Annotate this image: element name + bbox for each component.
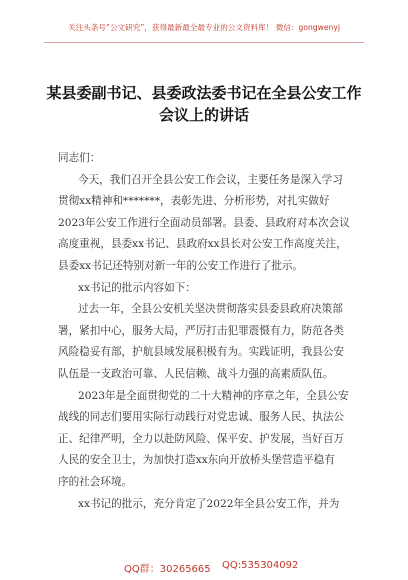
body-line: 高度重视，县委xx书记、县政府xx县长对公安工作高度关注，	[58, 238, 347, 251]
body-line: 过去一年，全县公安机关坚决贯彻落实县委县政府决策部	[78, 303, 343, 316]
body-line: 贯彻xx精神和*******，表彰先进、分析形势，对扎实做好	[58, 195, 330, 208]
body-line: 正、纪律严明，全力以赴防风险、保平安、护发展，当好百万	[58, 432, 345, 445]
body-line: 署，紧扣中心，服务大局，严厉打击犯罪震慑有力，防范各类	[58, 324, 345, 337]
document-title	[40, 82, 368, 126]
body-line: 2023年公安工作进行全面动员部署。县委、县政府对本次会议	[58, 216, 350, 229]
body-line: 人民的安全卫士，为加快打造xx东向开放桥头堡营造平稳有	[58, 454, 335, 467]
body-line: 县委xx书记还特别对新一年的公安工作进行了批示。	[58, 259, 304, 272]
body-line: 战线的同志们要用实际行动践行对党忠诚、服务人民、执法公	[58, 411, 345, 424]
body-line: xx书记的批示内容如下：	[78, 281, 196, 294]
footer-qq-contact: QQ:535304092	[222, 560, 299, 571]
header-divider	[44, 42, 364, 43]
title-line-1: 某县委副书记、县委政法委书记在全县公安工作	[46, 84, 362, 102]
footer-qq-group: QQ群：30265665	[124, 564, 211, 575]
body-line: 队伍是一支政治可靠、人民信赖、战斗力强的高素质队伍。	[58, 367, 334, 380]
body-line: 序的社会环境。	[58, 475, 133, 488]
body-line: 同志们：	[58, 152, 101, 164]
title-line-2: 会议上的讲话	[158, 106, 249, 124]
promo-banner-text: 关注头条号“公文研究”，获得最新最全最专业的公文资料库！ 微信：gongwenyj	[68, 23, 340, 32]
body-line: 风险稳妥有部，护航县域发展积极有为。实践证明，我县公安	[58, 346, 345, 359]
body-line: 2023年是全面贯彻党的二十大精神的序章之年，全县公安	[78, 389, 349, 402]
page-header	[0, 0, 408, 44]
document-body	[58, 148, 358, 515]
body-line: 今天，我们召开全县公安工作会议，主要任务是深入学习	[78, 173, 343, 186]
body-line: xx书记的批示，充分肯定了2022年全县公安工作，并为	[78, 497, 340, 510]
page-footer	[0, 560, 408, 576]
